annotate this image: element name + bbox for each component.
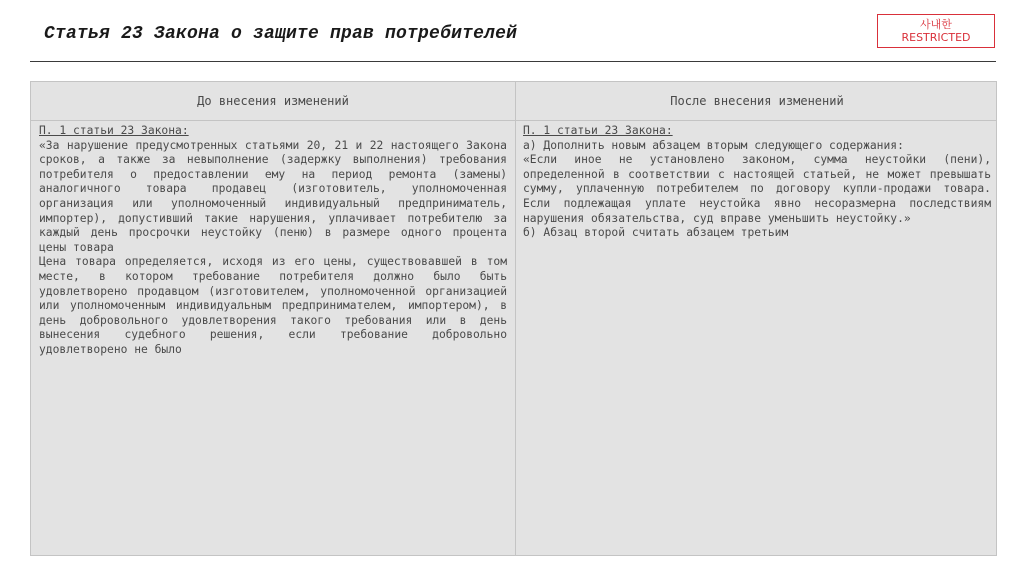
after-paragraph-2: «Если иное не установлено законом, сумма неустойки (пени), определенной в соответствии с настоящей статьей, не может превышать сумму, уплаченную потребителем по договору купли-продажи товара. Если подлежащая уплате неустойка явно несоразмерна последствиям нарушения обязательства, суд вправе уменьшить неустойку.» <box>523 153 991 225</box>
restricted-badge <box>877 14 995 48</box>
page-title: Статья 23 Закона о защите прав потребителей <box>44 24 518 44</box>
comparison-table <box>30 81 997 556</box>
header-divider <box>31 120 996 121</box>
badge-korean-label: 사내한 <box>920 18 952 31</box>
cell-after <box>523 124 991 241</box>
after-heading: П. 1 статьи 23 Закона: <box>523 124 673 137</box>
header-after: После внесения изменений <box>670 94 844 108</box>
after-paragraph-3: б) Абзац второй считать абзацем третьим <box>523 226 789 240</box>
before-paragraph-1: «За нарушение предусмотренных статьями 20, 21 и 22 настоящего Закона сроков, а также за невыполнение (задержку выполнения) требования потребителя о предоставлении ему на период ремонта (замены) аналогичного товара продавец (изготовитель, уполномоченная организация или уполномоченный индивидуальный предприниматель, импортер), допустивший такие нарушения, уплачивает потребителю за каждый день просрочки неустойку (пеню) в размере одного процента цены товара <box>39 138 507 254</box>
title-underline <box>30 61 996 62</box>
after-paragraph-1: а) Дополнить новым абзацем вторым следующего содержания: <box>523 138 904 152</box>
column-divider <box>515 82 516 555</box>
header-before: До внесения изменений <box>197 94 349 108</box>
before-heading: П. 1 статьи 23 Закона: <box>39 124 189 137</box>
before-paragraph-2: Цена товара определяется, исходя из его цены, существовавшей в том месте, в котором требование потребителя должно было быть удовлетворено продавцом (изготовителем, уполномоченной организацией или уполномоченным индивидуальным предпринимателем, импортером), в день добровольного удовлетворения такого требования или в день вынесения судебного решения, если требование добровольно удовлетворено не было <box>39 255 507 356</box>
badge-restricted-label: RESTRICTED <box>901 31 971 44</box>
cell-before <box>39 124 507 358</box>
